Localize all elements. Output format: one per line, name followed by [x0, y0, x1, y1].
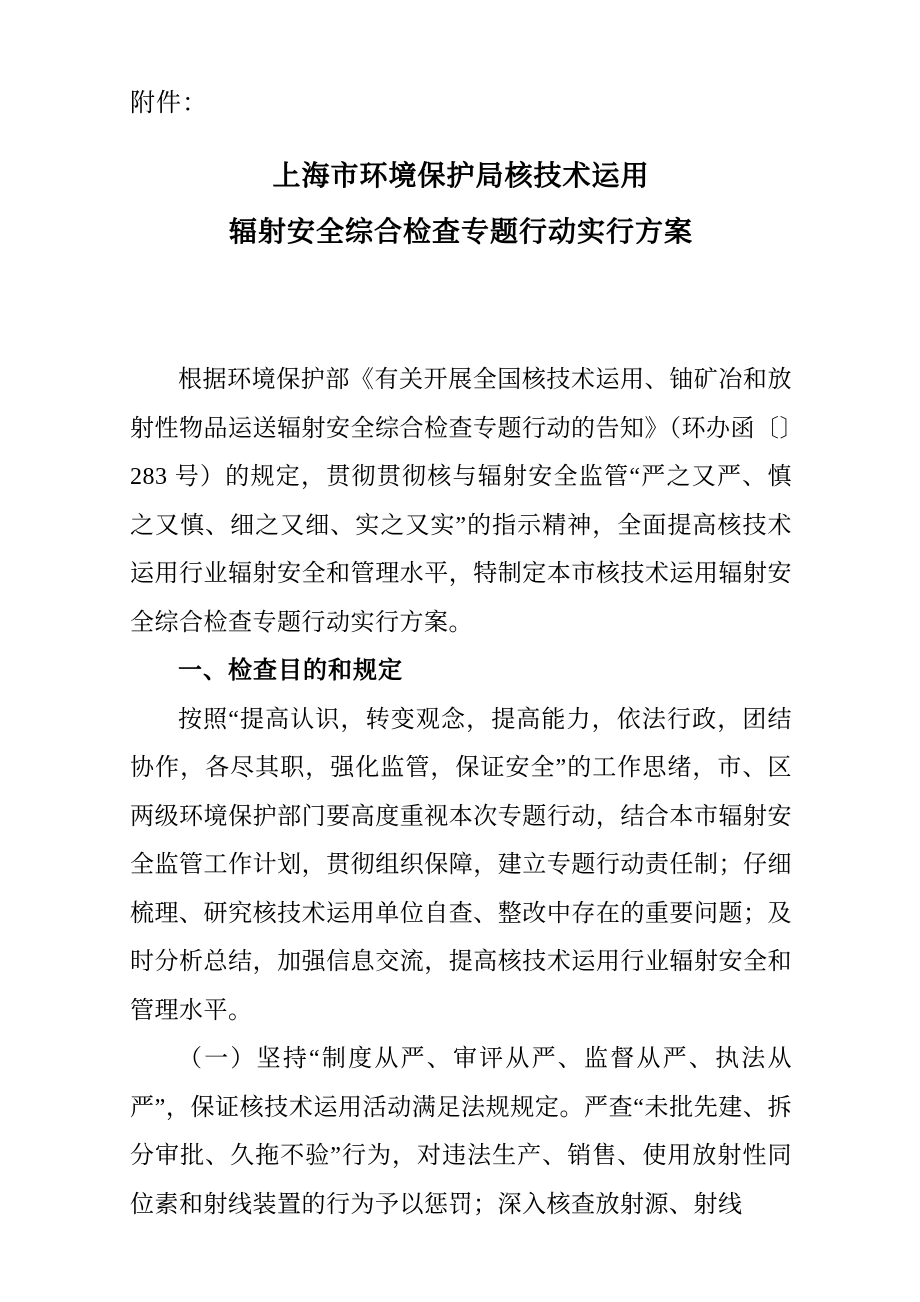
- section-heading-1: 一、检查目的和规定: [178, 657, 403, 684]
- title-line-1: 上海市环境保护局核技术运用: [272, 160, 650, 191]
- document-title: [130, 148, 792, 260]
- paragraph-intro: 根据环境保护部《有关开展全国核技术运用、铀矿冶和放射性物品运送辐射安全综合检查专题行动的告知》（环办函〔〕283 号）的规定，贯彻贯彻核与辐射安全监管“严之又严、慎之又慎、细之又细、实之又实”的指示精神，全面提高核技术运用行业辐射安全和管理水平，特制定本市核技术运用辐射安全综合检查专题行动实行方案。: [130, 367, 792, 636]
- paragraph-item-1: （一）坚持“制度从严、审评从严、监督从严、执法从严”，保证核技术运用活动满足法规规定。严查“未批先建、拆分审批、久拖不验”行为，对违法生产、销售、使用放射性同位素和射线装置的行为予以惩罚；深入核查放射源、射线: [130, 1046, 792, 1218]
- attachment-label: 附件：: [130, 90, 209, 117]
- document-body: [130, 356, 792, 1229]
- title-line-2: 辐射安全综合检查专题行动实行方案: [228, 216, 693, 247]
- paragraph-goals: 按照“提高认识，转变观念，提高能力，依法行政，团结协作，各尽其职，强化监管，保证安全”的工作思绪，市、区两级环境保护部门要高度重视本次专题行动，结合本市辐射安全监管工作计划，贯彻组织保障，建立专题行动责任制；仔细梳理、研究核技术运用单位自查、整改中存在的重要问题；及时分析总结，加强信息交流，提高核技术运用行业辐射安全和管理水平。: [130, 706, 792, 1024]
